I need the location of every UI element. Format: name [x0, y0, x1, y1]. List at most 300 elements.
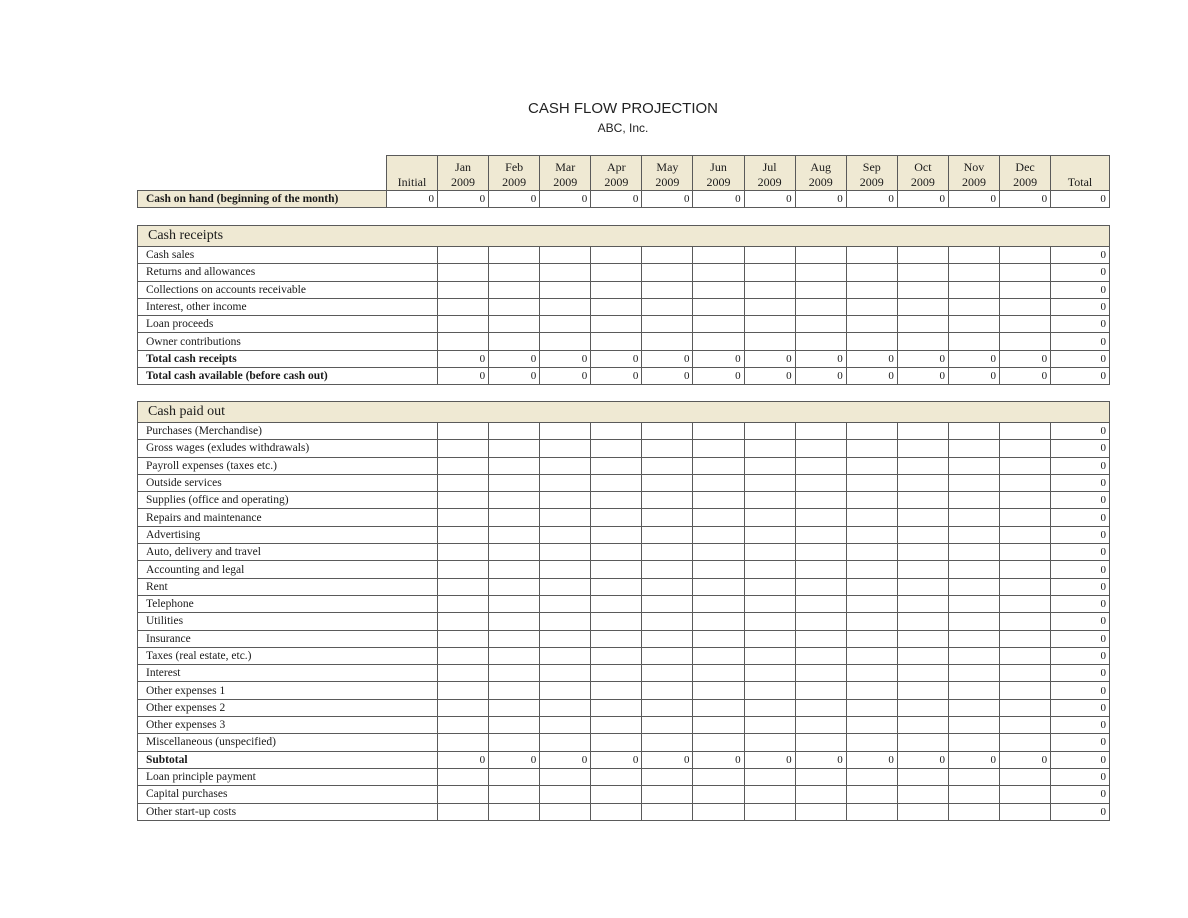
cash-paid-out-cell[interactable]	[540, 786, 591, 803]
cash-paid-out-cell[interactable]	[846, 786, 897, 803]
cash-paid-out-row-total[interactable]: 0	[1051, 734, 1110, 751]
cash-receipts-cell[interactable]: 0	[744, 368, 795, 385]
cash-receipts-cell[interactable]	[1000, 281, 1051, 298]
cash-receipts-cell[interactable]	[897, 298, 948, 315]
cash-paid-out-cell[interactable]	[897, 526, 948, 543]
cash-paid-out-cell[interactable]	[1000, 561, 1051, 578]
cash-paid-out-cell[interactable]	[693, 786, 744, 803]
cash-receipts-cell[interactable]	[897, 333, 948, 350]
cash-on-hand-cell[interactable]: 0	[438, 191, 489, 208]
cash-paid-out-cell[interactable]	[642, 561, 693, 578]
cash-paid-out-cell[interactable]	[897, 423, 948, 440]
cash-paid-out-cell[interactable]	[693, 457, 744, 474]
cash-receipts-cell[interactable]	[642, 298, 693, 315]
cash-paid-out-cell[interactable]	[693, 630, 744, 647]
cash-receipts-cell[interactable]	[1000, 298, 1051, 315]
cash-receipts-cell[interactable]: 0	[540, 350, 591, 367]
cash-paid-out-cell[interactable]	[897, 492, 948, 509]
cash-paid-out-cell[interactable]	[1000, 734, 1051, 751]
cash-paid-out-cell[interactable]	[489, 526, 540, 543]
cash-paid-out-cell[interactable]	[540, 647, 591, 664]
cash-paid-out-cell[interactable]	[438, 423, 489, 440]
cash-receipts-cell[interactable]	[642, 264, 693, 281]
cash-paid-out-cell[interactable]	[744, 803, 795, 820]
cash-paid-out-cell[interactable]	[846, 474, 897, 491]
cash-paid-out-row-total[interactable]: 0	[1051, 423, 1110, 440]
cash-receipts-cell[interactable]	[693, 316, 744, 333]
cash-paid-out-cell[interactable]: 0	[438, 751, 489, 768]
cash-receipts-cell[interactable]: 0	[642, 368, 693, 385]
cash-paid-out-cell[interactable]	[744, 474, 795, 491]
cash-paid-out-cell[interactable]	[1000, 630, 1051, 647]
cash-paid-out-cell[interactable]	[540, 665, 591, 682]
cash-receipts-row-total[interactable]: 0	[1051, 368, 1110, 385]
cash-receipts-cell[interactable]	[744, 247, 795, 264]
cash-receipts-cell[interactable]	[795, 247, 846, 264]
cash-paid-out-cell[interactable]	[489, 613, 540, 630]
cash-receipts-cell[interactable]	[693, 247, 744, 264]
cash-paid-out-cell[interactable]	[948, 734, 999, 751]
cash-paid-out-cell[interactable]	[693, 665, 744, 682]
cash-paid-out-cell[interactable]	[1000, 803, 1051, 820]
cash-paid-out-cell[interactable]	[642, 768, 693, 785]
cash-paid-out-cell[interactable]	[642, 526, 693, 543]
cash-paid-out-cell[interactable]	[642, 647, 693, 664]
cash-paid-out-cell[interactable]	[642, 492, 693, 509]
cash-paid-out-cell[interactable]	[846, 492, 897, 509]
cash-paid-out-cell[interactable]	[897, 665, 948, 682]
cash-paid-out-cell[interactable]	[1000, 544, 1051, 561]
cash-paid-out-cell[interactable]	[744, 647, 795, 664]
cash-paid-out-cell[interactable]	[1000, 440, 1051, 457]
cash-receipts-cell[interactable]	[693, 281, 744, 298]
cash-paid-out-cell[interactable]	[642, 509, 693, 526]
cash-paid-out-cell[interactable]	[897, 699, 948, 716]
cash-paid-out-cell[interactable]	[744, 509, 795, 526]
cash-paid-out-cell[interactable]	[795, 786, 846, 803]
cash-paid-out-row-total[interactable]: 0	[1051, 544, 1110, 561]
cash-paid-out-cell[interactable]	[795, 803, 846, 820]
cash-paid-out-cell[interactable]: 0	[489, 751, 540, 768]
cash-on-hand-cell[interactable]: 0	[795, 191, 846, 208]
cash-paid-out-row-total[interactable]: 0	[1051, 751, 1110, 768]
cash-paid-out-cell[interactable]	[591, 717, 642, 734]
cash-paid-out-cell[interactable]	[438, 768, 489, 785]
cash-paid-out-cell[interactable]	[1000, 474, 1051, 491]
cash-paid-out-cell[interactable]	[897, 647, 948, 664]
cash-paid-out-cell[interactable]	[489, 595, 540, 612]
cash-paid-out-row-total[interactable]: 0	[1051, 803, 1110, 820]
cash-paid-out-cell[interactable]: 0	[846, 751, 897, 768]
cash-receipts-cell[interactable]	[744, 333, 795, 350]
cash-paid-out-cell[interactable]	[744, 717, 795, 734]
cash-paid-out-cell[interactable]	[591, 613, 642, 630]
cash-paid-out-cell[interactable]	[591, 509, 642, 526]
cash-receipts-cell[interactable]	[540, 281, 591, 298]
cash-receipts-cell[interactable]	[1000, 247, 1051, 264]
cash-receipts-row-total[interactable]: 0	[1051, 350, 1110, 367]
cash-paid-out-cell[interactable]	[897, 474, 948, 491]
cash-paid-out-cell[interactable]	[642, 665, 693, 682]
cash-paid-out-cell[interactable]	[489, 492, 540, 509]
cash-paid-out-cell[interactable]	[846, 768, 897, 785]
cash-receipts-row-total[interactable]: 0	[1051, 264, 1110, 281]
cash-receipts-row-total[interactable]: 0	[1051, 281, 1110, 298]
cash-paid-out-cell[interactable]: 0	[795, 751, 846, 768]
cash-paid-out-cell[interactable]	[948, 786, 999, 803]
cash-paid-out-cell[interactable]	[540, 717, 591, 734]
cash-receipts-cell[interactable]	[846, 316, 897, 333]
cash-paid-out-cell[interactable]	[897, 509, 948, 526]
cash-receipts-cell[interactable]	[795, 264, 846, 281]
cash-receipts-cell[interactable]: 0	[897, 350, 948, 367]
cash-paid-out-cell[interactable]	[642, 803, 693, 820]
cash-paid-out-cell[interactable]	[948, 717, 999, 734]
cash-paid-out-cell[interactable]	[693, 717, 744, 734]
cash-receipts-row-total[interactable]: 0	[1051, 298, 1110, 315]
cash-paid-out-cell[interactable]	[846, 544, 897, 561]
cash-paid-out-cell[interactable]	[948, 699, 999, 716]
cash-receipts-cell[interactable]	[897, 264, 948, 281]
cash-paid-out-cell[interactable]	[948, 595, 999, 612]
cash-receipts-cell[interactable]: 0	[540, 368, 591, 385]
cash-paid-out-cell[interactable]	[642, 734, 693, 751]
cash-paid-out-row-total[interactable]: 0	[1051, 647, 1110, 664]
cash-receipts-cell[interactable]	[591, 316, 642, 333]
cash-paid-out-cell[interactable]	[540, 613, 591, 630]
cash-paid-out-cell[interactable]	[540, 509, 591, 526]
cash-paid-out-cell[interactable]	[744, 423, 795, 440]
cash-paid-out-row-total[interactable]: 0	[1051, 561, 1110, 578]
cash-paid-out-cell[interactable]	[795, 630, 846, 647]
cash-receipts-cell[interactable]	[591, 281, 642, 298]
cash-paid-out-cell[interactable]	[897, 544, 948, 561]
cash-paid-out-cell[interactable]	[540, 423, 591, 440]
cash-paid-out-cell[interactable]	[693, 647, 744, 664]
cash-paid-out-cell[interactable]	[642, 578, 693, 595]
cash-receipts-cell[interactable]	[438, 281, 489, 298]
cash-paid-out-cell[interactable]	[693, 578, 744, 595]
cash-paid-out-cell[interactable]	[489, 561, 540, 578]
cash-paid-out-cell[interactable]	[795, 647, 846, 664]
cash-paid-out-cell[interactable]	[948, 768, 999, 785]
cash-receipts-cell[interactable]: 0	[438, 350, 489, 367]
cash-paid-out-cell[interactable]	[693, 492, 744, 509]
cash-paid-out-cell[interactable]: 0	[897, 751, 948, 768]
cash-receipts-cell[interactable]	[540, 247, 591, 264]
cash-receipts-cell[interactable]	[489, 298, 540, 315]
cash-receipts-cell[interactable]	[846, 333, 897, 350]
cash-receipts-cell[interactable]	[591, 264, 642, 281]
cash-paid-out-row-total[interactable]: 0	[1051, 786, 1110, 803]
cash-paid-out-cell[interactable]	[540, 682, 591, 699]
cash-paid-out-cell[interactable]	[438, 682, 489, 699]
cash-paid-out-cell[interactable]	[744, 613, 795, 630]
cash-paid-out-cell[interactable]	[795, 509, 846, 526]
cash-paid-out-cell[interactable]	[846, 803, 897, 820]
cash-paid-out-cell[interactable]	[897, 734, 948, 751]
cash-paid-out-cell[interactable]	[591, 423, 642, 440]
cash-paid-out-cell[interactable]	[540, 803, 591, 820]
cash-paid-out-cell[interactable]	[591, 682, 642, 699]
cash-on-hand-cell[interactable]: 0	[1000, 191, 1051, 208]
cash-paid-out-cell[interactable]	[795, 613, 846, 630]
cash-on-hand-cell[interactable]: 0	[591, 191, 642, 208]
cash-receipts-cell[interactable]	[846, 298, 897, 315]
cash-receipts-cell[interactable]	[744, 281, 795, 298]
cash-paid-out-cell[interactable]	[489, 578, 540, 595]
cash-paid-out-cell[interactable]	[438, 613, 489, 630]
cash-receipts-cell[interactable]: 0	[591, 368, 642, 385]
cash-paid-out-cell[interactable]	[846, 509, 897, 526]
cash-paid-out-cell[interactable]	[897, 595, 948, 612]
cash-receipts-cell[interactable]: 0	[948, 368, 999, 385]
cash-paid-out-cell[interactable]	[693, 526, 744, 543]
cash-paid-out-cell[interactable]	[438, 595, 489, 612]
cash-paid-out-cell[interactable]	[948, 630, 999, 647]
cash-receipts-row-total[interactable]: 0	[1051, 247, 1110, 264]
cash-paid-out-cell[interactable]	[489, 630, 540, 647]
cash-paid-out-cell[interactable]	[591, 734, 642, 751]
cash-paid-out-cell[interactable]	[489, 699, 540, 716]
cash-paid-out-cell[interactable]	[795, 440, 846, 457]
cash-paid-out-cell[interactable]	[693, 509, 744, 526]
cash-on-hand-cell[interactable]: 0	[693, 191, 744, 208]
cash-paid-out-cell[interactable]	[540, 561, 591, 578]
cash-receipts-cell[interactable]	[489, 333, 540, 350]
cash-paid-out-cell[interactable]	[1000, 457, 1051, 474]
cash-paid-out-cell[interactable]	[693, 734, 744, 751]
cash-paid-out-cell[interactable]	[948, 492, 999, 509]
cash-paid-out-cell[interactable]	[540, 544, 591, 561]
cash-paid-out-cell[interactable]	[948, 561, 999, 578]
cash-paid-out-cell[interactable]	[948, 474, 999, 491]
cash-receipts-cell[interactable]	[948, 247, 999, 264]
cash-receipts-cell[interactable]: 0	[591, 350, 642, 367]
cash-paid-out-cell[interactable]: 0	[642, 751, 693, 768]
cash-paid-out-cell[interactable]	[948, 803, 999, 820]
cash-paid-out-row-total[interactable]: 0	[1051, 440, 1110, 457]
cash-paid-out-cell[interactable]	[642, 630, 693, 647]
cash-receipts-cell[interactable]	[591, 333, 642, 350]
cash-receipts-cell[interactable]	[438, 333, 489, 350]
cash-paid-out-cell[interactable]	[948, 578, 999, 595]
cash-receipts-cell[interactable]: 0	[642, 350, 693, 367]
cash-receipts-cell[interactable]	[948, 333, 999, 350]
cash-paid-out-row-total[interactable]: 0	[1051, 665, 1110, 682]
cash-paid-out-cell[interactable]	[438, 492, 489, 509]
cash-paid-out-cell[interactable]	[1000, 699, 1051, 716]
cash-paid-out-cell[interactable]	[1000, 526, 1051, 543]
cash-paid-out-cell[interactable]	[489, 734, 540, 751]
cash-paid-out-cell[interactable]	[438, 509, 489, 526]
cash-paid-out-cell[interactable]	[489, 665, 540, 682]
cash-on-hand-cell[interactable]: 0	[489, 191, 540, 208]
cash-paid-out-cell[interactable]	[795, 595, 846, 612]
cash-paid-out-cell[interactable]	[897, 786, 948, 803]
cash-paid-out-cell[interactable]	[489, 786, 540, 803]
cash-paid-out-cell[interactable]: 0	[948, 751, 999, 768]
cash-paid-out-cell[interactable]	[846, 526, 897, 543]
cash-paid-out-cell[interactable]	[591, 595, 642, 612]
cash-receipts-cell[interactable]: 0	[693, 368, 744, 385]
cash-paid-out-cell[interactable]	[795, 665, 846, 682]
cash-receipts-cell[interactable]: 0	[948, 350, 999, 367]
cash-paid-out-cell[interactable]	[591, 647, 642, 664]
cash-on-hand-cell[interactable]: 0	[948, 191, 999, 208]
cash-paid-out-cell[interactable]	[489, 647, 540, 664]
cash-paid-out-cell[interactable]	[948, 423, 999, 440]
cash-paid-out-cell[interactable]	[591, 492, 642, 509]
cash-receipts-cell[interactable]	[1000, 264, 1051, 281]
cash-paid-out-cell[interactable]	[1000, 578, 1051, 595]
cash-paid-out-row-total[interactable]: 0	[1051, 613, 1110, 630]
cash-receipts-cell[interactable]: 0	[795, 368, 846, 385]
cash-paid-out-cell[interactable]	[693, 423, 744, 440]
cash-paid-out-cell[interactable]	[591, 578, 642, 595]
cash-receipts-cell[interactable]	[1000, 316, 1051, 333]
cash-paid-out-cell[interactable]	[948, 544, 999, 561]
cash-paid-out-cell[interactable]	[846, 630, 897, 647]
cash-paid-out-row-total[interactable]: 0	[1051, 768, 1110, 785]
cash-paid-out-row-total[interactable]: 0	[1051, 595, 1110, 612]
cash-paid-out-cell[interactable]	[591, 803, 642, 820]
cash-paid-out-cell[interactable]	[489, 682, 540, 699]
cash-paid-out-cell[interactable]	[591, 630, 642, 647]
cash-receipts-cell[interactable]: 0	[489, 350, 540, 367]
cash-paid-out-cell[interactable]	[744, 544, 795, 561]
cash-paid-out-cell[interactable]	[438, 630, 489, 647]
cash-receipts-cell[interactable]	[693, 264, 744, 281]
cash-paid-out-cell[interactable]	[642, 786, 693, 803]
cash-paid-out-cell[interactable]	[744, 578, 795, 595]
cash-paid-out-cell[interactable]	[948, 457, 999, 474]
cash-receipts-cell[interactable]	[744, 298, 795, 315]
cash-paid-out-cell[interactable]	[1000, 492, 1051, 509]
cash-paid-out-cell[interactable]	[642, 699, 693, 716]
cash-paid-out-cell[interactable]	[693, 699, 744, 716]
cash-receipts-cell[interactable]	[438, 298, 489, 315]
cash-paid-out-cell[interactable]	[846, 423, 897, 440]
cash-paid-out-cell[interactable]	[795, 717, 846, 734]
cash-paid-out-cell[interactable]	[591, 786, 642, 803]
cash-paid-out-cell[interactable]	[438, 544, 489, 561]
cash-paid-out-cell[interactable]	[846, 578, 897, 595]
cash-paid-out-cell[interactable]	[1000, 423, 1051, 440]
cash-paid-out-cell[interactable]	[897, 682, 948, 699]
cash-paid-out-cell[interactable]	[489, 768, 540, 785]
cash-paid-out-cell[interactable]	[897, 440, 948, 457]
cash-paid-out-cell[interactable]	[540, 526, 591, 543]
cash-paid-out-cell[interactable]	[591, 440, 642, 457]
cash-paid-out-cell[interactable]	[540, 457, 591, 474]
cash-on-hand-cell[interactable]: 0	[846, 191, 897, 208]
cash-paid-out-cell[interactable]	[642, 474, 693, 491]
cash-receipts-cell[interactable]: 0	[846, 368, 897, 385]
cash-paid-out-row-total[interactable]: 0	[1051, 699, 1110, 716]
cash-receipts-cell[interactable]	[846, 281, 897, 298]
cash-paid-out-cell[interactable]	[897, 578, 948, 595]
cash-paid-out-cell[interactable]	[438, 457, 489, 474]
cash-paid-out-cell[interactable]	[948, 647, 999, 664]
cash-paid-out-cell[interactable]	[642, 457, 693, 474]
cash-paid-out-cell[interactable]	[744, 768, 795, 785]
cash-receipts-cell[interactable]	[795, 333, 846, 350]
cash-receipts-cell[interactable]: 0	[795, 350, 846, 367]
cash-paid-out-row-total[interactable]: 0	[1051, 717, 1110, 734]
cash-paid-out-cell[interactable]	[489, 474, 540, 491]
cash-receipts-cell[interactable]	[948, 316, 999, 333]
cash-paid-out-cell[interactable]	[897, 561, 948, 578]
cash-paid-out-cell[interactable]	[591, 457, 642, 474]
cash-receipts-cell[interactable]	[438, 316, 489, 333]
cash-paid-out-cell[interactable]	[489, 457, 540, 474]
cash-paid-out-cell[interactable]	[846, 647, 897, 664]
cash-receipts-cell[interactable]	[642, 316, 693, 333]
cash-paid-out-cell[interactable]	[438, 647, 489, 664]
cash-paid-out-row-total[interactable]: 0	[1051, 474, 1110, 491]
cash-receipts-cell[interactable]	[642, 281, 693, 298]
cash-paid-out-cell[interactable]: 0	[693, 751, 744, 768]
cash-paid-out-cell[interactable]	[591, 768, 642, 785]
cash-paid-out-cell[interactable]	[744, 595, 795, 612]
cash-paid-out-cell[interactable]	[846, 734, 897, 751]
cash-paid-out-cell[interactable]	[744, 699, 795, 716]
cash-paid-out-cell[interactable]	[846, 440, 897, 457]
cash-paid-out-cell[interactable]	[846, 595, 897, 612]
cash-paid-out-cell[interactable]	[846, 561, 897, 578]
cash-paid-out-cell[interactable]	[795, 699, 846, 716]
cash-receipts-cell[interactable]	[693, 298, 744, 315]
cash-paid-out-cell[interactable]	[744, 526, 795, 543]
cash-paid-out-cell[interactable]	[693, 474, 744, 491]
cash-paid-out-cell[interactable]	[744, 440, 795, 457]
cash-on-hand-initial[interactable]: 0	[387, 191, 438, 208]
cash-paid-out-cell[interactable]	[795, 561, 846, 578]
cash-receipts-cell[interactable]	[795, 316, 846, 333]
cash-receipts-cell[interactable]	[540, 298, 591, 315]
cash-paid-out-cell[interactable]	[795, 768, 846, 785]
cash-paid-out-cell[interactable]	[1000, 768, 1051, 785]
cash-paid-out-cell[interactable]	[642, 613, 693, 630]
cash-paid-out-cell[interactable]	[897, 717, 948, 734]
cash-paid-out-cell[interactable]	[897, 630, 948, 647]
cash-paid-out-cell[interactable]	[1000, 717, 1051, 734]
cash-paid-out-cell[interactable]: 0	[540, 751, 591, 768]
cash-receipts-cell[interactable]	[591, 298, 642, 315]
cash-paid-out-cell[interactable]	[948, 509, 999, 526]
cash-paid-out-cell[interactable]	[795, 682, 846, 699]
cash-receipts-cell[interactable]	[642, 247, 693, 264]
cash-paid-out-cell[interactable]	[540, 595, 591, 612]
cash-paid-out-cell[interactable]	[693, 803, 744, 820]
cash-paid-out-cell[interactable]	[1000, 613, 1051, 630]
cash-paid-out-cell[interactable]	[642, 544, 693, 561]
cash-paid-out-cell[interactable]	[795, 544, 846, 561]
cash-paid-out-cell[interactable]	[438, 665, 489, 682]
cash-paid-out-cell[interactable]	[948, 682, 999, 699]
cash-paid-out-cell[interactable]	[846, 457, 897, 474]
cash-paid-out-cell[interactable]	[489, 803, 540, 820]
cash-paid-out-cell[interactable]	[540, 578, 591, 595]
cash-paid-out-cell[interactable]	[489, 440, 540, 457]
cash-receipts-cell[interactable]	[540, 333, 591, 350]
cash-paid-out-cell[interactable]	[642, 682, 693, 699]
cash-receipts-cell[interactable]	[948, 298, 999, 315]
cash-paid-out-cell[interactable]	[897, 613, 948, 630]
cash-receipts-cell[interactable]	[948, 281, 999, 298]
cash-paid-out-row-total[interactable]: 0	[1051, 509, 1110, 526]
